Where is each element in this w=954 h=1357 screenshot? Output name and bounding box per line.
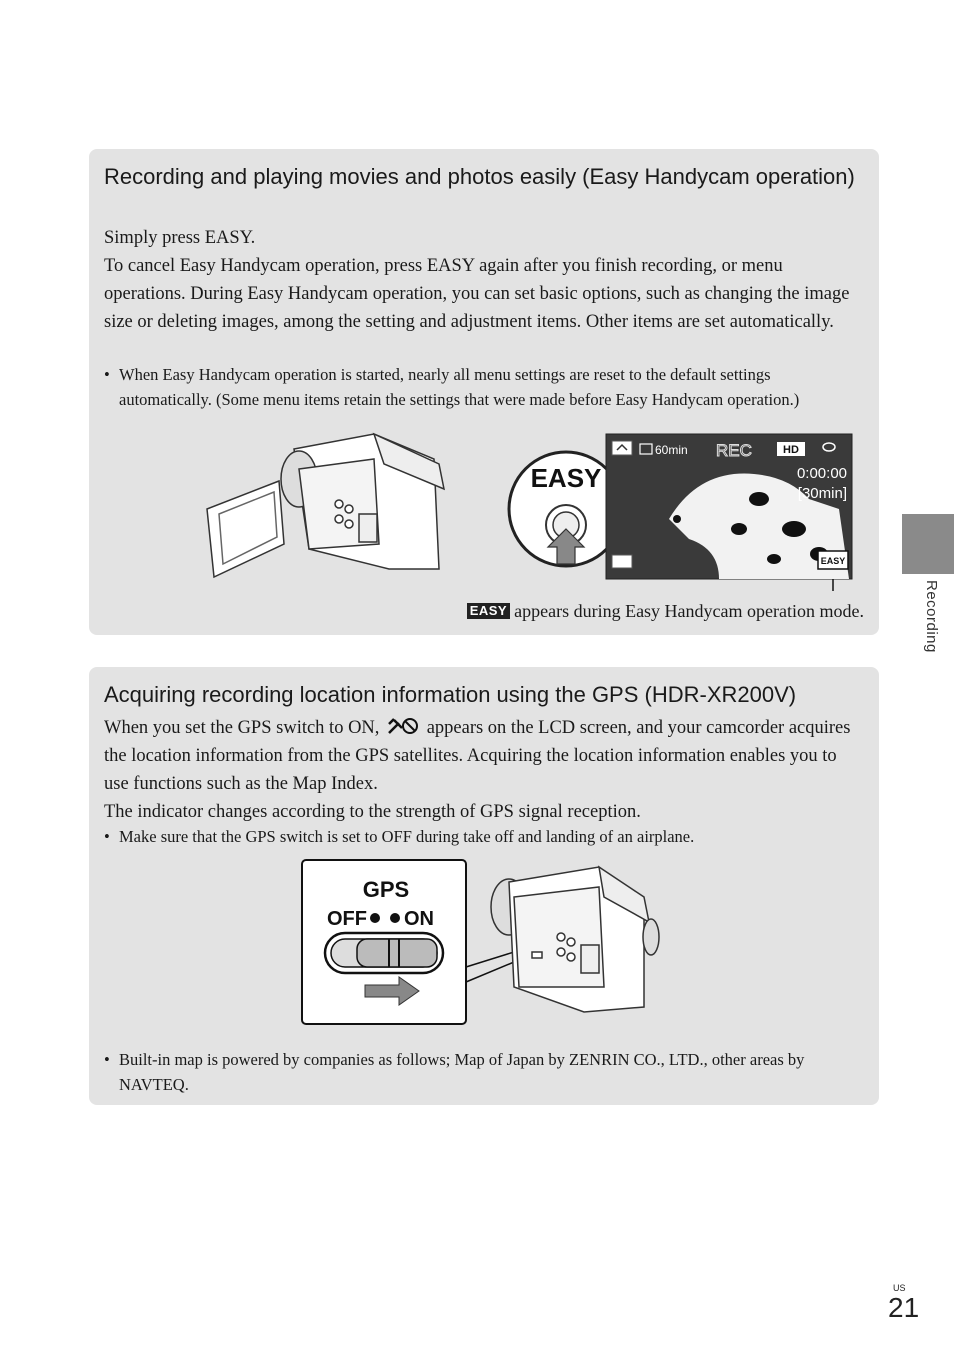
camcorder-illustration <box>207 434 444 577</box>
gps-label: GPS <box>362 877 410 902</box>
gps-no-signal-icon <box>386 716 420 736</box>
off-label: OFF <box>327 908 367 930</box>
hd-label: HD <box>783 444 799 456</box>
bullet-text: Built-in map is powered by companies as follows; Map of Japan by ZENRIN CO., LTD., other areas by NAVTEQ. <box>119 1050 805 1094</box>
note-bullet <box>104 363 849 412</box>
note-bullet <box>104 1048 849 1097</box>
page-number: 21 <box>888 1292 920 1323</box>
remaining-readout: [30min] <box>797 485 847 502</box>
bullet-text: When Easy Handycam operation is started, nearly all menu settings are reset to the default settings automatically. (Some menu items retain the settings that were made before Easy Handycam operation.) <box>119 365 800 409</box>
gps-switch-illustration <box>299 857 679 1027</box>
lcd-screen <box>606 434 852 591</box>
region-code: US <box>893 1283 906 1293</box>
bullet-icon: • <box>104 365 110 384</box>
figure-caption <box>467 599 864 623</box>
bullet-icon: • <box>104 827 110 846</box>
camcorder-illustration <box>491 867 659 1012</box>
side-tab-label <box>922 580 942 670</box>
gps-switch-callout <box>302 860 466 1024</box>
bullet-text: Make sure that the GPS switch is set to OFF during take off and landing of an airplane. <box>119 827 695 846</box>
rec-indicator: REC <box>716 441 752 460</box>
section-gps <box>89 667 879 1105</box>
paragraph-text: appears on the LCD screen, and your camcorder acquires the location information from the GPS satellites. Acquiring the location information enables you to use functions such as the Map Index. <box>104 718 851 794</box>
bullet-icon: • <box>104 1050 110 1069</box>
easy-handycam-illustration <box>199 429 847 594</box>
easy-icon-label: EASY <box>820 556 846 566</box>
easy-badge-icon: EASY <box>467 603 510 619</box>
paragraph: To cancel Easy Handycam operation, press EASY again after you finish recording, or menu operations. During Easy Handycam operation, you can set basic options, such as changing the image size or deleting images, among the setting and adjustment items. Other items are set automatically. <box>104 256 850 332</box>
section-title: Recording and playing movies and photos easily (Easy Handycam operation) <box>104 164 855 189</box>
section-easy-handycam <box>89 149 879 635</box>
battery-readout: 60min <box>655 443 688 457</box>
home-icon <box>612 441 632 455</box>
paragraph: Simply press EASY. <box>104 228 256 248</box>
note-bullet <box>104 825 849 850</box>
paragraph <box>104 714 865 798</box>
section-tab-marker <box>902 514 954 574</box>
counter-readout: 0:00:00 <box>796 465 847 482</box>
playback-icon <box>612 555 632 568</box>
section-title: Acquiring recording location information using the GPS (HDR-XR200V) <box>104 682 797 707</box>
switch-slider <box>357 939 437 967</box>
paragraph-text: When you set the GPS switch to ON, <box>104 718 380 738</box>
caption-text: appears during Easy Handycam operation mode. <box>514 601 864 621</box>
on-label: ON <box>404 908 434 930</box>
side-tab-text: Recording <box>923 580 940 653</box>
easy-button-label: EASY <box>530 463 602 493</box>
paragraph: The indicator changes according to the strength of GPS signal reception. <box>104 802 641 822</box>
